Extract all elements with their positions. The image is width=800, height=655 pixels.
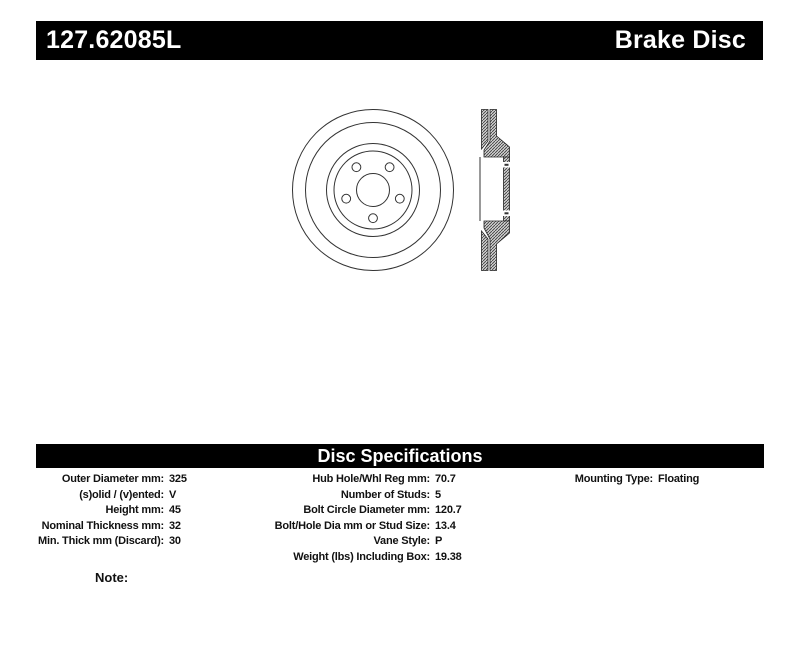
flange-stud-hole-mark (505, 164, 509, 166)
spec-section-title: Disc Specifications (317, 445, 483, 466)
spec-label: Bolt Circle Diameter mm: (303, 504, 430, 517)
spec-label: Height mm: (105, 504, 164, 517)
outer-diameter-circle (293, 110, 454, 271)
spec-label: Vane Style: (373, 535, 430, 548)
hub-bore-circle (357, 174, 390, 207)
spec-value: 13.4 (435, 519, 456, 532)
spec-value: Floating (658, 473, 700, 485)
spec-label: Number of Studs: (340, 488, 430, 501)
brake-disc-drawing (270, 95, 530, 285)
spec-label: Nominal Thickness mm: (41, 519, 164, 532)
spec-row (240, 534, 462, 550)
spec-value: 30 (169, 535, 181, 548)
spec-row (36, 503, 187, 519)
spec-row (240, 519, 462, 535)
spec-label: Hub Hole/Whl Reg mm: (312, 473, 430, 485)
spec-row (500, 472, 699, 488)
spec-value: 32 (169, 519, 181, 532)
spec-value: 70.7 (435, 473, 456, 485)
spec-label: Min. Thick mm (Discard): (38, 535, 164, 548)
spec-row (240, 503, 462, 519)
spec-row (36, 488, 187, 504)
spec-value: 120.7 (435, 504, 462, 517)
spec-label: (s)olid / (v)ented: (79, 488, 164, 501)
cross-section-outboard-plate-bottom (482, 231, 489, 271)
spec-label: Mounting Type: (574, 473, 653, 485)
spec-value: P (435, 535, 443, 548)
bolt-hole (395, 194, 404, 203)
spec-value: V (169, 488, 177, 501)
spec-column-dimensions (36, 472, 187, 550)
spec-column-hub-studs (240, 472, 462, 566)
cross-section-outboard-plate-top (482, 110, 489, 150)
spec-label: Weight (lbs) Including Box: (293, 550, 430, 563)
spec-row (36, 519, 187, 535)
part-number: 127.62085L (46, 26, 182, 54)
note-label: Note: (95, 570, 129, 585)
bolt-hole (385, 163, 394, 172)
bolt-hole (369, 214, 378, 223)
spec-label: Bolt/Hole Dia mm or Stud Size: (274, 519, 430, 532)
product-name: Brake Disc (614, 26, 746, 54)
header-bar (36, 21, 763, 60)
spec-section-header (36, 444, 764, 468)
spec-row (36, 534, 187, 550)
spec-row (240, 550, 462, 566)
spec-value: 45 (169, 504, 181, 517)
spec-column-mounting (500, 472, 699, 488)
spec-value: 325 (169, 473, 187, 485)
flange-stud-hole-mark (505, 212, 509, 214)
brake-disc-cross-section-view (480, 110, 510, 271)
spec-row (240, 472, 462, 488)
hat-step-circle (334, 151, 412, 229)
brake-disc-front-view (293, 110, 454, 271)
spec-row (240, 488, 462, 504)
spec-value: 19.38 (435, 550, 462, 563)
bolt-hole (342, 194, 351, 203)
spec-value: 5 (435, 488, 441, 501)
spec-row (36, 472, 187, 488)
bolt-hole (352, 163, 361, 172)
friction-ring-inner-circle (306, 123, 441, 258)
spec-label: Outer Diameter mm: (61, 473, 164, 485)
